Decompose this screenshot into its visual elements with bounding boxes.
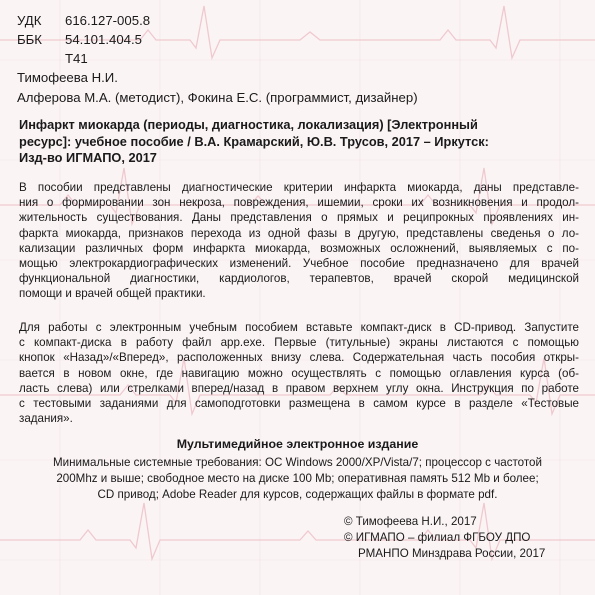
abstract-line: помощи и врачей общей практики. [19, 287, 206, 301]
instructions-line: задания». [19, 412, 73, 426]
abstract-line: функциональной диагностики, кардиологов, терапевтов, врачей скорой медицинской [19, 272, 579, 286]
udk-label: УДК [17, 13, 42, 28]
copyright-publisher-cont: РМАНПО Минздрава России, 2017 [358, 547, 546, 560]
abstract-line: мощью электрокардиографических изменений. Учебное пособие предназначено для врачей [19, 257, 579, 271]
bbk-value: 54.101.404.5 [65, 32, 143, 47]
bibliographic-title [19, 117, 577, 167]
copyright-publisher: © ИГМАПО – филиал ФГБОУ ДПО [344, 531, 531, 544]
abstract-line: жительность существования. Даны представления о прямых и реципрокных проявлениях ин- [19, 211, 579, 225]
title-line: Изд-во ИГМАПО, 2017 [19, 150, 157, 166]
instructions-line: ласть слева) или стрелками вперед/назад в правом верхнем углу окна. Инструкция по работе [19, 381, 579, 395]
requirements-line: 200Mhz и выше; свободное место на диске 100 Mb; оперативная память 512 Mb и более; [56, 472, 539, 485]
copyright-author: © Тимофеева Н.И., 2017 [344, 515, 477, 528]
instructions-line: вается в новом окне, где навигацию можно осуществлять с помощью оглавления курса (об- [19, 366, 579, 380]
abstract-line: В пособии представлены диагностические критерии инфаркта миокарда, даны представле- [19, 181, 579, 194]
system-requirements [0, 455, 595, 503]
requirements-line: Минимальные системные требования: ОС Windows 2000/XP/Vista/7; процессор с частотой [53, 456, 542, 469]
udk-value: 616.127-005.8 [65, 13, 151, 28]
instructions-line: с компакт-диска в работу файл app.exe. Первые (титульные) экраны листаются с помощью [19, 336, 579, 350]
instructions-line: с тестовыми заданиями для самоподготовки размещена в самом курсе в разделе «Тестовые [19, 397, 579, 411]
title-line: Инфаркт миокарда (периоды, диагностика, локализация) [Электронный [19, 117, 478, 132]
author-primary: Тимофеева Н.И. [17, 70, 118, 85]
author-mark: Т41 [65, 51, 88, 66]
instructions-line: кнопок «Назад»/«Вперед», расположенных внизу слева. Содержательная часть пособия откры- [19, 351, 579, 365]
requirements-line: CD привод; Adobe Reader для курсов, содержащих файлы в формате pdf. [97, 488, 498, 501]
bbk-label: ББК [17, 32, 42, 47]
edition-heading: Мультимедийное электронное издание [176, 437, 419, 451]
abstract-paragraph [19, 180, 579, 302]
abstract-line: кализации различных форм инфаркта миокарда, возможных осложнений, выявляемых с по- [19, 241, 579, 255]
author-contributors: Алферова М.А. (методист), Фокина Е.С. (программист, дизайнер) [17, 90, 418, 105]
abstract-line: фаркта миокарда, признаков перехода из одной фазы в другую, представлены сведенья о ло- [19, 226, 579, 240]
title-line: ресурс]: учебное пособие / В.А. Крамарский, Ю.В. Трусов, 2017 – Иркутск: [19, 133, 489, 149]
instructions-paragraph [19, 320, 579, 426]
abstract-line: ния о формировании зон некроза, повреждения, ишемии, сроки их возникновения и продол- [19, 196, 579, 210]
instructions-line: Для работы с электронным учебным пособием вставьте компакт-диск в CD-привод. Запустите [19, 321, 579, 334]
